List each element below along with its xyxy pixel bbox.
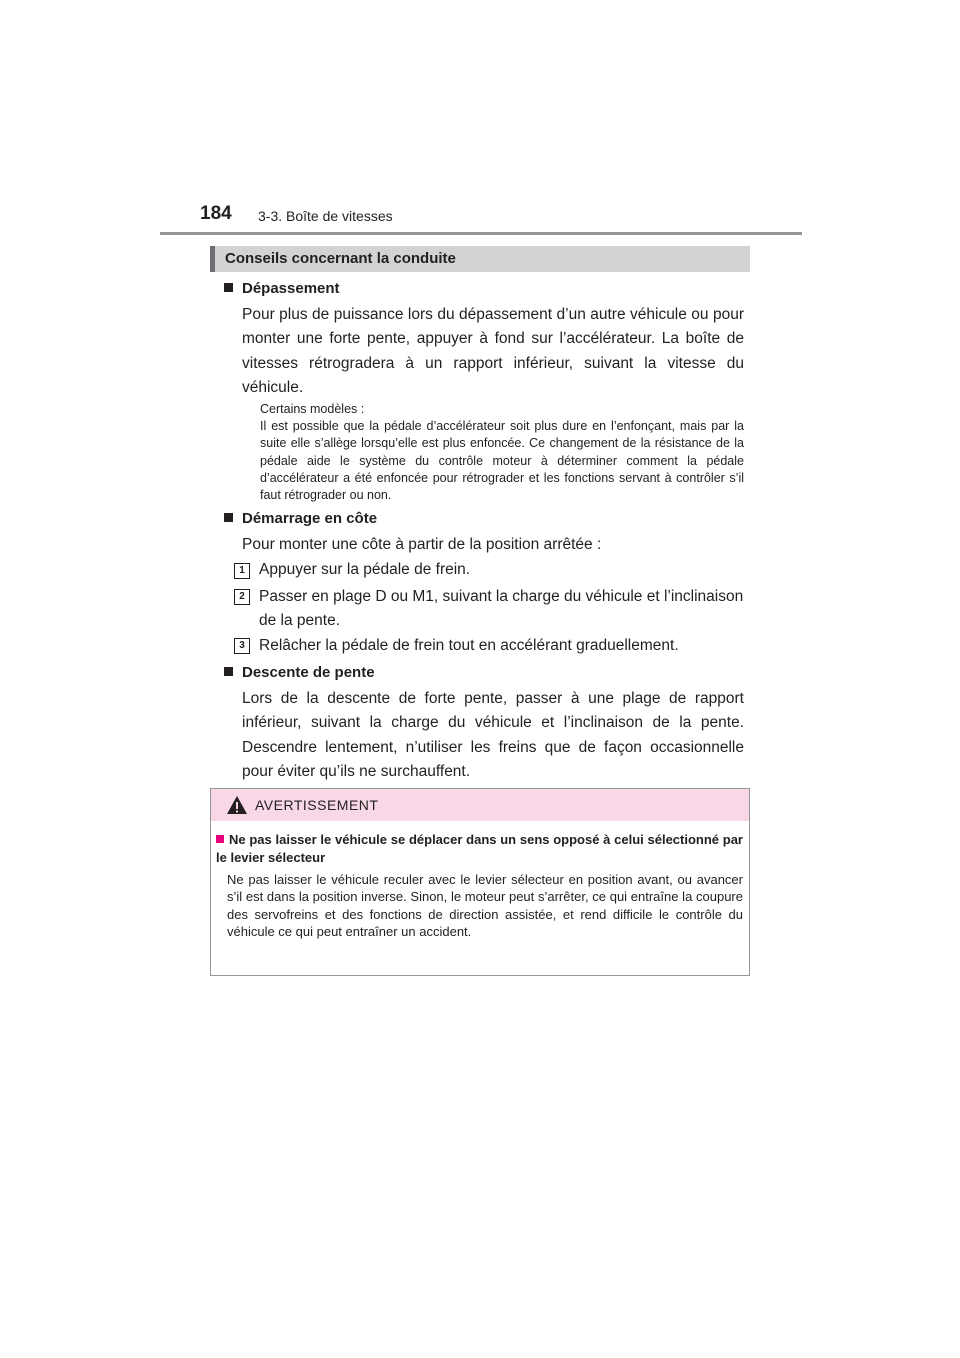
step-number-1: 1 bbox=[234, 563, 250, 579]
warning-label: AVERTISSEMENT bbox=[255, 797, 379, 813]
note-title: Certains modèles : bbox=[260, 402, 365, 416]
descent-text: Lors de la descente de forte pente, passer à une plage de rapport inférieur, suivant la charge du véhicule et l’inclinaison de la pente. Descendre lentement, n’utiliser les freins que de façon occasionnelle pour éviter qu’ils ne surchauffent. bbox=[242, 690, 744, 780]
warning-title: Ne pas laisser le véhicule se déplacer dans un sens opposé à celui sélectionné par le levier sélecteur bbox=[216, 832, 743, 865]
warning-box bbox=[210, 788, 750, 976]
step-number-2: 2 bbox=[234, 589, 250, 605]
header-rule bbox=[160, 232, 802, 235]
pink-square-bullet-icon bbox=[216, 835, 224, 843]
heading-hill-start: Démarrage en côte bbox=[224, 510, 377, 527]
warning-triangle-icon bbox=[226, 795, 248, 815]
section-title: Conseils concernant la conduite bbox=[225, 250, 456, 267]
page-number: 184 bbox=[200, 203, 232, 224]
heading-descent: Descente de pente bbox=[224, 664, 375, 681]
warning-text: Ne pas laisser le véhicule reculer avec le levier sélecteur en position avant, ou avancer s’il est dans la position inverse. Sinon, le moteur peut s’arrêter, ce qui entraîne la coupure des servofreins et des fonctions de direction assistée, et rend difficile le contrôle du véhicule ce qui peut entraîner un accident. bbox=[227, 872, 743, 940]
square-bullet-icon bbox=[224, 283, 233, 292]
step-3-text: Relâcher la pédale de frein tout en accélérant graduellement. bbox=[259, 637, 679, 654]
hill-start-intro: Pour monter une côte à partir de la position arrêtée : bbox=[242, 536, 602, 553]
step-number-3: 3 bbox=[234, 638, 250, 654]
step-1-text: Appuyer sur la pédale de frein. bbox=[259, 561, 471, 578]
overtaking-note bbox=[260, 401, 744, 504]
warning-header bbox=[211, 789, 749, 821]
step-2-text: Passer en plage D ou M1, suivant la charge du véhicule et l’inclinaison de la pente. bbox=[259, 588, 744, 630]
chapter-title: 3-3. Boîte de vitesses bbox=[258, 208, 393, 224]
square-bullet-icon bbox=[224, 513, 233, 522]
note-text: Il est possible que la pédale d’accélérateur soit plus dure en l’enfonçant, mais par la suite elle s’allège lorsqu’elle est plus enfoncée. Ce changement de la résistance de la pédale aide le système du contrôle moteur à déterminer comment la pédale d’accélérateur a été enfoncée pour rétrograder et les fonctions servant à contrôler s’il faut rétrograder ou non. bbox=[260, 419, 744, 503]
section-title-bar bbox=[210, 246, 750, 272]
overtaking-text: Pour plus de puissance lors du dépassement d’un autre véhicule ou pour monter une forte pente, appuyer à fond sur l’accélérateur. La boîte de vitesses rétrogradera à un rapport inférieur, suivant la vitesse du véhicule. bbox=[242, 306, 744, 396]
heading-overtaking: Dépassement bbox=[224, 280, 340, 297]
square-bullet-icon bbox=[224, 667, 233, 676]
